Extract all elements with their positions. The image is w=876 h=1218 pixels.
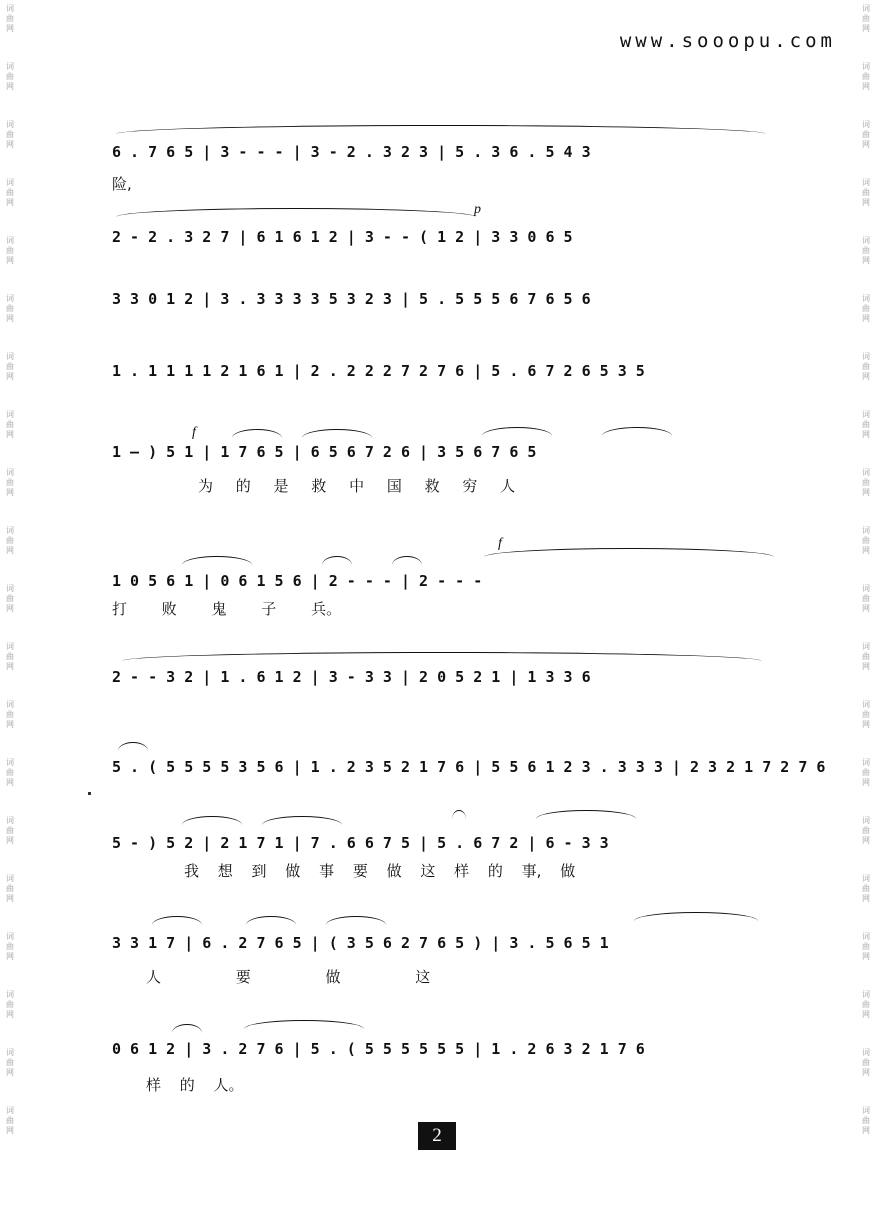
notation-line: 5 . ( 5 5 5 5 3 5 6 | 1 . 2 3 5 2 1 7 6 | 5 5 6 1 2 3 . 3 3 3 | 2 3 2 1 7 2 7 6	[112, 758, 826, 776]
score-row-3	[112, 290, 792, 330]
side-watermark-text: 词 曲 网	[6, 642, 14, 671]
score-row-9	[112, 808, 792, 888]
phrase-slur	[182, 556, 252, 565]
score-row-10	[112, 912, 792, 992]
dynamic-mark: f	[498, 536, 502, 551]
phrase-slur	[602, 427, 672, 436]
phrase-slur	[118, 742, 148, 751]
dynamic-mark: p	[474, 202, 481, 217]
notation-line: 2 - 2 . 3 2 7 | 6 1 6 1 2 | 3 - - ( 1 2 | 3 3 0 6 5	[112, 228, 573, 246]
side-watermark-text: 词 曲 网	[862, 1106, 870, 1135]
phrase-slur	[232, 429, 282, 438]
phrase-slur	[482, 427, 552, 436]
side-watermark-text: 词 曲 网	[6, 4, 14, 33]
side-watermark-text: 词 曲 网	[862, 990, 870, 1019]
side-watermark-text: 词 曲 网	[6, 526, 14, 555]
phrase-slur	[244, 1020, 364, 1029]
phrase-slur	[452, 810, 466, 819]
notation-line: 2 - - 3 2 | 1 . 6 1 2 | 3 - 3 3 | 2 0 5 2 1 | 1 3 3 6	[112, 668, 591, 686]
notation-line: 1 0 5 6 1 | 0 6 1 5 6 | 2 - - - | 2 - - -	[112, 572, 483, 590]
side-watermark-text: 词 曲 网	[6, 700, 14, 729]
side-watermark-text: 词 曲 网	[862, 410, 870, 439]
side-watermark-text: 词 曲 网	[862, 526, 870, 555]
phrase-slur	[116, 125, 766, 134]
side-watermark-text: 词 曲 网	[6, 410, 14, 439]
phrase-slur	[302, 429, 372, 438]
phrase-slur	[262, 816, 342, 825]
stray-dot	[88, 792, 91, 795]
side-watermark-text: 词 曲 网	[6, 468, 14, 497]
side-watermark-text: 词 曲 网	[862, 120, 870, 149]
side-watermark-text: 词 曲 网	[862, 178, 870, 207]
phrase-slur	[392, 556, 422, 565]
lyric-line: 为 的 是 救 中 国 救 穷 人	[198, 477, 516, 495]
lyric-line: 我 想 到 做 事 要 做 这 样 的 事, 做	[184, 862, 576, 880]
score-row-11	[112, 1018, 792, 1098]
score-row-7	[112, 652, 792, 702]
side-watermark-text: 词 曲 网	[862, 1048, 870, 1077]
score-row-1	[112, 125, 792, 195]
site-url: www.sooopu.com	[619, 30, 836, 52]
side-watermark-text: 词 曲 网	[6, 62, 14, 91]
side-watermark-text: 词 曲 网	[862, 642, 870, 671]
side-watermark-text: 词 曲 网	[862, 758, 870, 787]
notation-line: 1 — ) 5 1 | 1 7 6 5 | 6 5 6 7 2 6 | 3 5 6 7 6 5	[112, 443, 537, 461]
notation-line: 1 . 1 1 1 1 2 1 6 1 | 2 . 2 2 2 7 2 7 6 | 5 . 6 7 2 6 5 3 5	[112, 362, 645, 380]
side-watermark-text: 词 曲 网	[862, 874, 870, 903]
side-watermark-text: 词 曲 网	[6, 294, 14, 323]
page-number: 2	[418, 1122, 456, 1150]
side-watermark-text: 词 曲 网	[6, 932, 14, 961]
phrase-slur	[182, 816, 242, 825]
phrase-slur	[322, 556, 352, 565]
side-watermark-text: 词 曲 网	[862, 294, 870, 323]
side-watermark-text: 词 曲 网	[6, 120, 14, 149]
side-watermark-text: 词 曲 网	[862, 62, 870, 91]
left-watermark-strip	[0, 0, 20, 1218]
dynamic-mark: f	[192, 425, 196, 440]
phrase-slur	[634, 912, 758, 921]
notation-line: 0 6 1 2 | 3 . 2 7 6 | 5 . ( 5 5 5 5 5 5 | 1 . 2 6 3 2 1 7 6	[112, 1040, 645, 1058]
phrase-slur	[172, 1024, 202, 1033]
side-watermark-text: 词 曲 网	[862, 236, 870, 265]
side-watermark-text: 词 曲 网	[6, 1048, 14, 1077]
side-watermark-text: 词 曲 网	[862, 932, 870, 961]
side-watermark-text: 词 曲 网	[862, 584, 870, 613]
lyric-line: 险,	[112, 175, 132, 193]
side-watermark-text: 词 曲 网	[6, 874, 14, 903]
side-watermark-text: 词 曲 网	[6, 758, 14, 787]
side-watermark-text: 词 曲 网	[6, 236, 14, 265]
phrase-slur	[326, 916, 386, 925]
side-watermark-text: 词 曲 网	[6, 352, 14, 381]
side-watermark-text: 词 曲 网	[862, 700, 870, 729]
notation-line: 3 3 0 1 2 | 3 . 3 3 3 3 5 3 2 3 | 5 . 5 5 5 6 7 6 5 6	[112, 290, 591, 308]
side-watermark-text: 词 曲 网	[6, 584, 14, 613]
side-watermark-text: 词 曲 网	[862, 816, 870, 845]
notation-line: 3 3 1 7 | 6 . 2 7 6 5 | ( 3 5 6 2 7 6 5 ) | 3 . 5 6 5 1	[112, 934, 609, 952]
phrase-slur	[152, 916, 202, 925]
notation-line: 6 . 7 6 5 | 3 - - - | 3 - 2 . 3 2 3 | 5 . 3 6 . 5 4 3	[112, 143, 591, 161]
side-watermark-text: 词 曲 网	[6, 816, 14, 845]
phrase-slur	[246, 916, 296, 925]
phrase-slur	[116, 208, 476, 217]
side-watermark-text: 词 曲 网	[6, 178, 14, 207]
notation-line: 5 - ) 5 2 | 2 1 7 1 | 7 . 6 6 7 5 | 5 . 6 7 2 | 6 - 3 3	[112, 834, 609, 852]
score-row-5	[112, 425, 792, 500]
lyric-line: 人 要 做 这	[146, 968, 431, 986]
side-watermark-text: 词 曲 网	[6, 1106, 14, 1135]
phrase-slur	[484, 548, 774, 557]
side-watermark-text: 词 曲 网	[6, 990, 14, 1019]
side-watermark-text: 词 曲 网	[862, 4, 870, 33]
score-row-8	[112, 742, 826, 792]
score-row-6	[112, 536, 792, 620]
score-row-4	[112, 362, 792, 402]
score-row-2	[112, 202, 792, 268]
side-watermark-text: 词 曲 网	[862, 352, 870, 381]
side-watermark-text: 词 曲 网	[862, 468, 870, 497]
lyric-line: 打 败 鬼 子 兵。	[112, 600, 342, 618]
right-watermark-strip	[856, 0, 876, 1218]
phrase-slur	[122, 652, 762, 661]
lyric-line: 样 的 人。	[146, 1076, 244, 1094]
phrase-slur	[536, 810, 636, 819]
